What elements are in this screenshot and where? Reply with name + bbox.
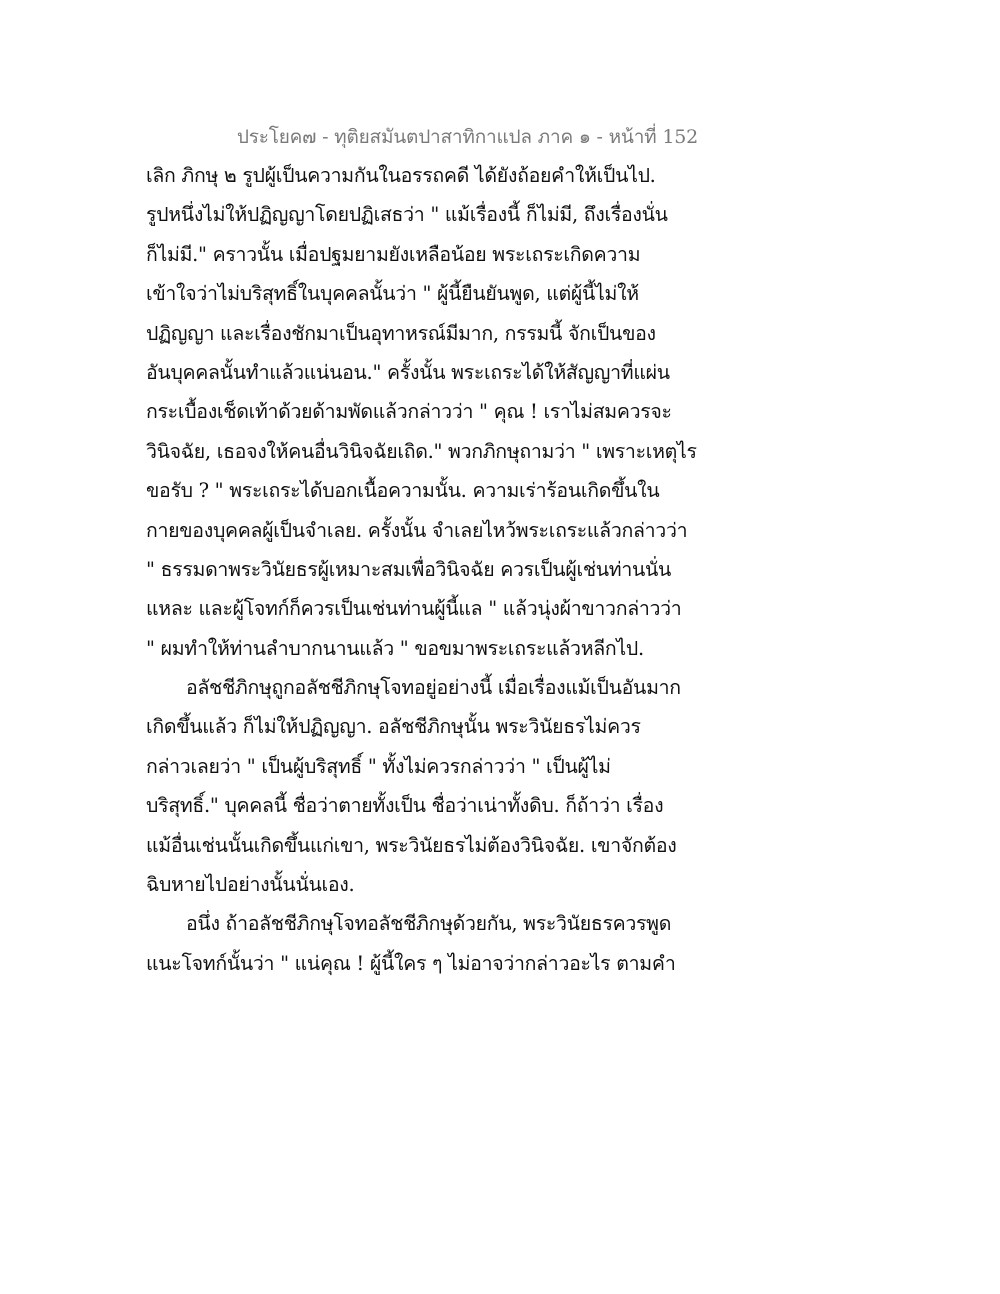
text-line: รูปหนึ่งไม่ให้ปฏิญญาโดยปฏิเสธว่า " แม้เรื่องนี้ ก็ไม่มี, ถึงเรื่องนั่น [146, 203, 668, 227]
text-line: เลิก ภิกษุ ๒ รูปผู้เป็นความกันในอรรถคดี ได้ยังถ้อยคำให้เป็นไป. [146, 164, 656, 187]
text-line: " ผมทำให้ท่านลำบากนานแล้ว " ขอขมาพระเถระแล้วหลีกไป. [146, 636, 644, 660]
text-line: แหละ และผู้โจทก์ก็ควรเป็นเช่นท่านผู้นี้แล " แล้วนุ่งผ้าขาวกล่าวว่า [146, 597, 682, 621]
text-line: กล่าวเลยว่า " เป็นผู้บริสุทธิ์ " ทั้งไม่ควรกล่าวว่า " เป็นผู้ไม่ [146, 754, 611, 778]
text-line: วินิจฉัย, เธอจงให้คนอื่นวินิจฉัยเถิด." พวกภิกษุถามว่า " เพราะเหตุไร [146, 439, 697, 463]
text-line: กายของบุคคลผู้เป็นจำเลย. ครั้งนั้น จำเลยไหว้พระเถระแล้วกล่าวว่า [146, 518, 688, 542]
text-line: กระเบื้องเช็ดเท้าด้วยด้ามพัดแล้วกล่าวว่า " คุณ ! เราไม่สมควรจะ [146, 400, 672, 424]
running-header: ประโยค๗ - ทุติยสมันตปาสาทิกาแปล ภาค ๑ - หน้าที่ 152 [236, 126, 698, 148]
text-line: ขอรับ ? " พระเถระได้บอกเนื้อความนั้น. ความเร่าร้อนเกิดขึ้นใน [146, 479, 660, 503]
text-line: เกิดขึ้นแล้ว ก็ไม่ให้ปฏิญญา. อลัชชีภิกษุนั้น พระวินัยธรไม่ควร [146, 715, 641, 739]
text-line: ก็ไม่มี." คราวนั้น เมื่อปฐมยามยังเหลือน้อย พระเถระเกิดความ [146, 242, 641, 266]
text-line: แนะโจทก์นั้นว่า " แน่คุณ ! ผู้นี้ใคร ๆ ไม่อาจว่ากล่าวอะไร ตามคำ [146, 951, 676, 975]
text-line: แม้อื่นเช่นนั้นเกิดขึ้นแก่เขา, พระวินัยธรไม่ต้องวินิจฉัย. เขาจักต้อง [146, 833, 677, 857]
body-text [146, 156, 706, 983]
text-line: อันบุคคลนั้นทำแล้วแน่นอน." ครั้งนั้น พระเถระได้ให้สัญญาที่แผ่น [146, 360, 670, 384]
text-line: ปฏิญญา และเรื่องชักมาเป็นอุทาหรณ์มีมาก, กรรมนี้ จักเป็นของ [146, 321, 656, 345]
text-line: บริสุทธิ์." บุคคลนี้ ชื่อว่าตายทั้งเป็น ชื่อว่าเน่าทั้งดิบ. ก็ถ้าว่า เรื่อง [146, 794, 664, 818]
text-line: " ธรรมดาพระวินัยธรผู้เหมาะสมเพื่อวินิจฉัย ควรเป็นผู้เช่นท่านนั่น [146, 557, 672, 581]
text-line: ฉิบหายไปอย่างนั้นนั่นเอง. [146, 873, 355, 897]
text-line: เข้าใจว่าไม่บริสุทธิ์ในบุคคลนั้นว่า " ผู้นี้ยืนยันพูด, แต่ผู้นี้ไม่ให้ [146, 282, 639, 306]
paragraph-first-line: อลัชชีภิกษุถูกอลัชชีภิกษุโจทอยู่อย่างนี้ เมื่อเรื่องแม้เป็นอันมาก [186, 676, 681, 700]
paragraph-first-line: อนึ่ง ถ้าอลัชชีภิกษุโจทอลัชชีภิกษุด้วยกัน, พระวินัยธรควรพูด [186, 912, 672, 936]
